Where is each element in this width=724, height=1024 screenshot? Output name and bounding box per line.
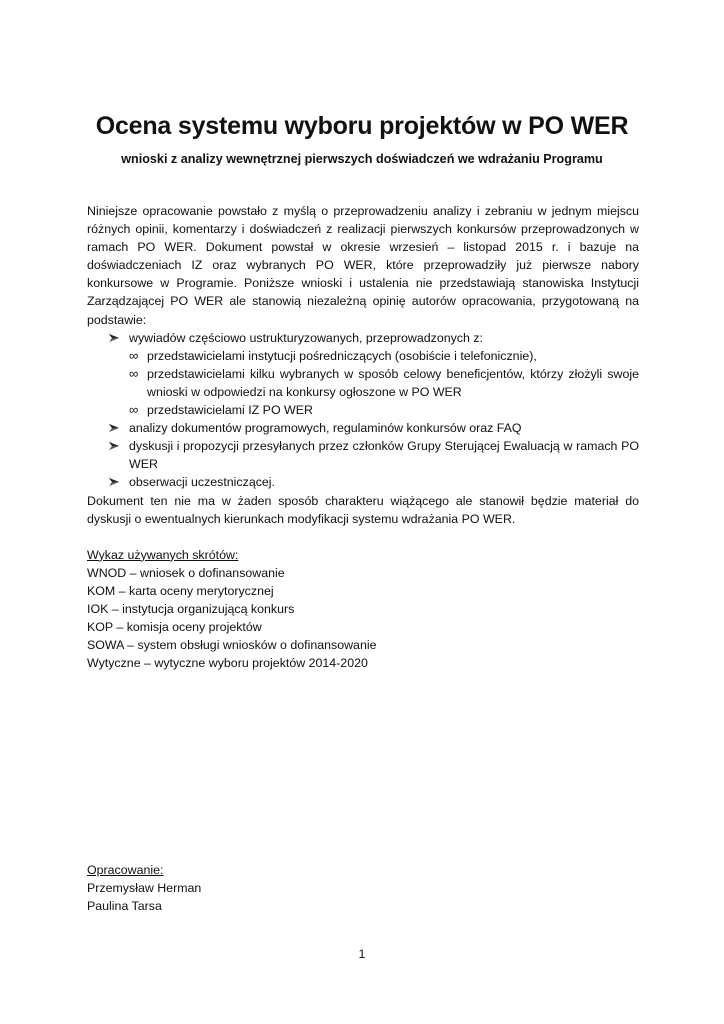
abbreviations-list bbox=[87, 564, 639, 673]
list-item bbox=[129, 473, 639, 491]
arrow-bullet-icon bbox=[108, 422, 120, 434]
authors-block bbox=[87, 861, 201, 915]
arrow-bullet-icon bbox=[108, 332, 120, 344]
author-name: Przemysław Herman bbox=[87, 881, 202, 896]
abbreviations-heading: Wykaz używanych skrótów: bbox=[87, 547, 239, 562]
author-name: Paulina Tarsa bbox=[87, 899, 162, 914]
abbreviation-item: KOM – karta oceny merytorycznej bbox=[87, 583, 274, 598]
infinity-bullet-icon: ∞ bbox=[129, 347, 139, 363]
abbreviation-item: Wytyczne – wytyczne wyboru projektów 2014-2020 bbox=[87, 656, 368, 671]
document-subtitle: wnioski z analizy wewnętrznej pierwszych doświadczeń we wdrażaniu Programu bbox=[121, 152, 603, 166]
list-item-label: wywiadów częściowo ustrukturyzowanych, przeprowadzonych z: bbox=[129, 330, 483, 345]
arrow-bullet-icon bbox=[108, 440, 120, 452]
list-item-label: obserwacji uczestniczącej. bbox=[129, 475, 275, 490]
closing-paragraph: Dokument ten nie ma w żaden sposób charakteru wiążącego ale stanowił będzie materiał do dyskusji o ewentualnych kierunkach modyfikacji systemu wdrażania PO WER. bbox=[87, 493, 639, 526]
infinity-bullet-icon: ∞ bbox=[129, 402, 139, 418]
list-item bbox=[129, 329, 639, 419]
list-item bbox=[129, 347, 639, 365]
abbreviation-item: IOK – instytucja organizującą konkurs bbox=[87, 601, 295, 616]
spacer bbox=[87, 528, 639, 546]
intro-paragraph: Niniejsze opracowanie powstało z myślą o przeprowadzeniu analizy i zebraniu w jednym miejscu różnych opinii, komentarzy i doświadczeń z realizacji pierwszych konkursów przeprowadzonych w ramach PO WER. Dokument powstał w okresie wrzesień – listopad 2015 r. i bazuje na doświadczeniach IZ oraz wybranych PO WER, które przeprowadziły już pierwsze nabory konkursowe w Programie. Poniższe wnioski i ustalenia nie przedstawiają stanowiska Instytucji Zarządzającej PO WER ale stanowią niezależną opinię autorów opracowania, przygotowaną na podstawie: bbox=[87, 204, 639, 327]
list-item-label: przedstawicielami instytucji pośredniczących (osobiście i telefonicznie), bbox=[147, 348, 537, 363]
arrow-bullet-icon bbox=[108, 476, 120, 488]
list-item bbox=[129, 419, 639, 437]
list-item-label: analizy dokumentów programowych, regulaminów konkursów oraz FAQ bbox=[129, 421, 522, 436]
list-item-label: dyskusji i propozycji przesyłanych przez członków Grupy Sterującej Ewaluacją w ramach PO WER bbox=[129, 439, 639, 472]
list-item-label: przedstawicielami kilku wybranych w sposób celowy beneficjentów, którzy złożyli swoje wnioski w odpowiedzi na konkursy ogłoszone w PO WER bbox=[147, 366, 639, 399]
list-item bbox=[129, 437, 639, 473]
sub-list bbox=[129, 347, 639, 419]
document-title: Ocena systemu wyboru projektów w PO WER bbox=[95, 112, 629, 140]
abbreviation-item: KOP – komisja oceny projektów bbox=[87, 620, 262, 635]
document-body bbox=[87, 202, 639, 672]
page-number: 1 bbox=[358, 947, 366, 961]
abbreviation-item: WNOD – wniosek o dofinansowanie bbox=[87, 565, 285, 580]
abbreviation-item: SOWA – system obsługi wniosków o dofinansowanie bbox=[87, 638, 377, 653]
list-item-label: przedstawicielami IZ PO WER bbox=[147, 403, 313, 418]
list-item bbox=[129, 401, 639, 419]
infinity-bullet-icon: ∞ bbox=[129, 365, 139, 381]
sources-list bbox=[87, 329, 639, 492]
authors-heading: Opracowanie: bbox=[87, 863, 164, 877]
list-item bbox=[129, 365, 639, 401]
